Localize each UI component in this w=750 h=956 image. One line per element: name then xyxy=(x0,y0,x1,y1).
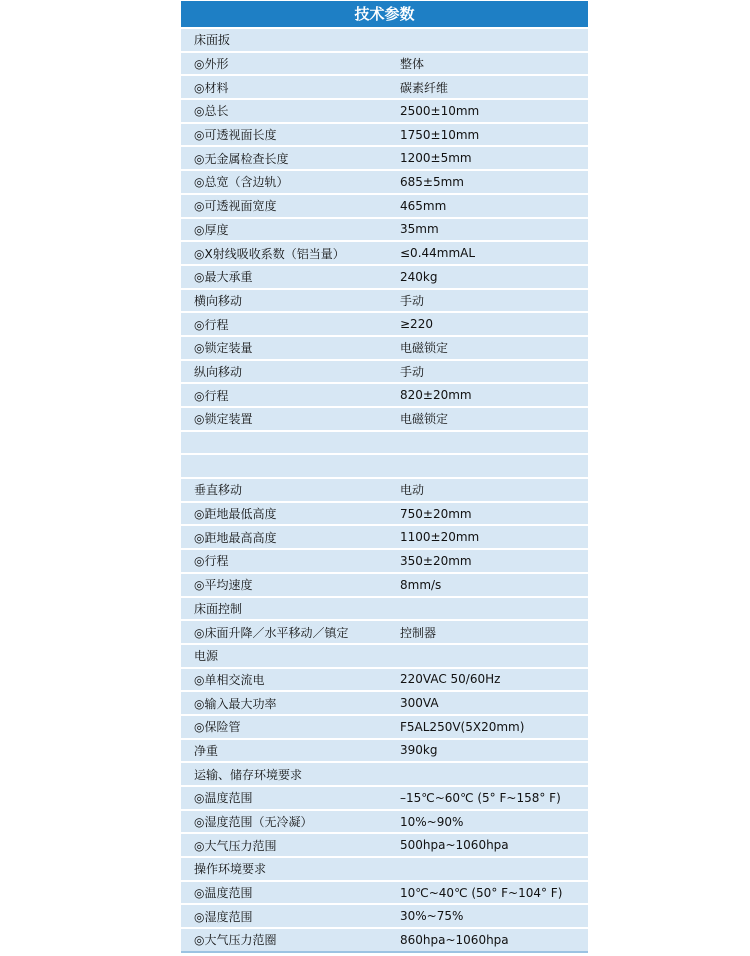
spec-label: ◎湿度范围 xyxy=(194,909,253,924)
spec-value: ≥220 xyxy=(400,317,433,332)
spec-value: 30%~75% xyxy=(400,909,464,924)
spec-value: 390kg xyxy=(400,743,438,758)
spec-value: 220VAC 50/60Hz xyxy=(400,672,501,687)
table-row xyxy=(181,503,588,527)
spec-label: ◎大气压力范圈 xyxy=(194,933,277,948)
table-row xyxy=(181,479,588,503)
table-row xyxy=(181,219,588,243)
spec-label: 电源 xyxy=(194,649,219,664)
spec-label: 垂直移动 xyxy=(194,483,243,498)
spec-label: ◎湿度范围（无冷凝） xyxy=(194,815,313,830)
table-row xyxy=(181,124,588,148)
spec-value: 电磁锁定 xyxy=(400,412,449,427)
table-row xyxy=(181,716,588,740)
spec-value: ≤0.44mmAL xyxy=(400,246,476,261)
table-row xyxy=(181,621,588,645)
spec-label: 操作环境要求 xyxy=(194,862,267,877)
table-row xyxy=(181,763,588,787)
table-row xyxy=(181,361,588,385)
spec-label: 运输、储存环境要求 xyxy=(194,767,303,782)
spec-label: 净重 xyxy=(194,743,219,758)
table-row xyxy=(181,834,588,858)
spec-label: ◎输入最大功率 xyxy=(194,696,277,711)
spec-value: 35mm xyxy=(400,222,439,237)
table-row xyxy=(181,526,588,550)
table-row xyxy=(181,29,588,53)
spec-label: 纵向移动 xyxy=(194,364,243,379)
table-row xyxy=(181,290,588,314)
spec-label: ◎最大承重 xyxy=(194,270,253,285)
spec-label: ◎可透视面宽度 xyxy=(194,199,277,214)
spec-value: 电动 xyxy=(400,483,425,498)
spec-label: ◎材料 xyxy=(194,80,229,95)
spec-value: 整体 xyxy=(400,57,425,72)
spec-label: ◎行程 xyxy=(194,388,229,403)
spec-label: ◎平均速度 xyxy=(194,578,253,593)
spec-label: ◎行程 xyxy=(194,317,229,332)
spec-label: ◎总长 xyxy=(194,104,229,119)
spec-label: ◎总宽（含边轨） xyxy=(194,175,289,190)
spec-value: 8mm/s xyxy=(400,577,442,592)
table-row xyxy=(181,550,588,574)
spec-label: ◎可透视面长度 xyxy=(194,128,277,143)
table-row xyxy=(181,76,588,100)
spec-label: ◎大气压力范围 xyxy=(194,838,277,853)
spec-label: ◎无金属检查长度 xyxy=(194,151,289,166)
table-row xyxy=(181,787,588,811)
spec-value: 手动 xyxy=(400,293,425,308)
table-row xyxy=(181,574,588,598)
spec-value: 1200±5mm xyxy=(400,151,472,166)
table-row xyxy=(181,929,588,953)
table-row xyxy=(181,811,588,835)
spec-value: F5AL250V(5X20mm) xyxy=(400,719,525,734)
table-row xyxy=(181,669,588,693)
spec-value: –15℃~60℃ (5° F~158° F) xyxy=(400,790,561,805)
spec-value: 电磁锁定 xyxy=(400,341,449,356)
spec-value: 240kg xyxy=(400,269,438,284)
table-row xyxy=(181,266,588,290)
spec-label: 床面扳 xyxy=(194,33,231,48)
spec-value: 手动 xyxy=(400,364,425,379)
spec-label: ◎行程 xyxy=(194,554,229,569)
table-row xyxy=(181,384,588,408)
spec-label: ◎锁定装量 xyxy=(194,341,253,356)
spec-value: 350±20mm xyxy=(400,553,472,568)
table-row xyxy=(181,740,588,764)
table-row xyxy=(181,100,588,124)
spec-value: 1750±10mm xyxy=(400,127,480,142)
spec-label: ◎温度范围 xyxy=(194,886,253,901)
table-row xyxy=(181,408,588,432)
spec-label: ◎外形 xyxy=(194,57,229,72)
table-row xyxy=(181,692,588,716)
spec-value: 1100±20mm xyxy=(400,530,480,545)
spec-label: ◎单相交流电 xyxy=(194,672,265,687)
table-row xyxy=(181,455,588,479)
table-row xyxy=(181,645,588,669)
table-row xyxy=(181,242,588,266)
table-row xyxy=(181,147,588,171)
table-row xyxy=(181,882,588,906)
spec-label: ◎保险管 xyxy=(194,720,241,735)
spec-label: ◎距地最高高度 xyxy=(194,530,277,545)
spec-value: 300VA xyxy=(400,696,439,711)
spec-label: ◎锁定装置 xyxy=(194,412,253,427)
spec-value: 2500±10mm xyxy=(400,103,480,118)
spec-table xyxy=(181,1,588,953)
spec-label: 横向移动 xyxy=(194,293,243,308)
spec-label: ◎温度范围 xyxy=(194,791,253,806)
spec-value: 750±20mm xyxy=(400,506,472,521)
table-row xyxy=(181,195,588,219)
spec-label: ◎厚度 xyxy=(194,222,229,237)
table-row xyxy=(181,313,588,337)
table-row xyxy=(181,858,588,882)
table-row xyxy=(181,905,588,929)
table-row xyxy=(181,598,588,622)
spec-value: 碳素纤维 xyxy=(400,80,449,95)
spec-value: 685±5mm xyxy=(400,174,464,189)
table-row xyxy=(181,53,588,77)
table-body xyxy=(181,29,588,953)
spec-value: 465mm xyxy=(400,198,447,213)
table-title: 技术参数 xyxy=(181,1,588,29)
table-row xyxy=(181,432,588,456)
spec-label: ◎床面升降／水平移动／镇定 xyxy=(194,625,349,640)
spec-value: 500hpa~1060hpa xyxy=(400,838,509,853)
table-row xyxy=(181,337,588,361)
spec-value: 820±20mm xyxy=(400,388,472,403)
spec-value: 860hpa~1060hpa xyxy=(400,932,509,947)
spec-label: 床面控制 xyxy=(194,601,243,616)
table-row xyxy=(181,171,588,195)
spec-label: ◎X射线吸收系数（铝当量） xyxy=(194,246,345,261)
spec-value: 10℃~40℃ (50° F~104° F) xyxy=(400,885,563,900)
spec-label: ◎距地最低高度 xyxy=(194,507,277,522)
spec-value: 10%~90% xyxy=(400,814,464,829)
spec-value: 控制器 xyxy=(400,625,437,640)
